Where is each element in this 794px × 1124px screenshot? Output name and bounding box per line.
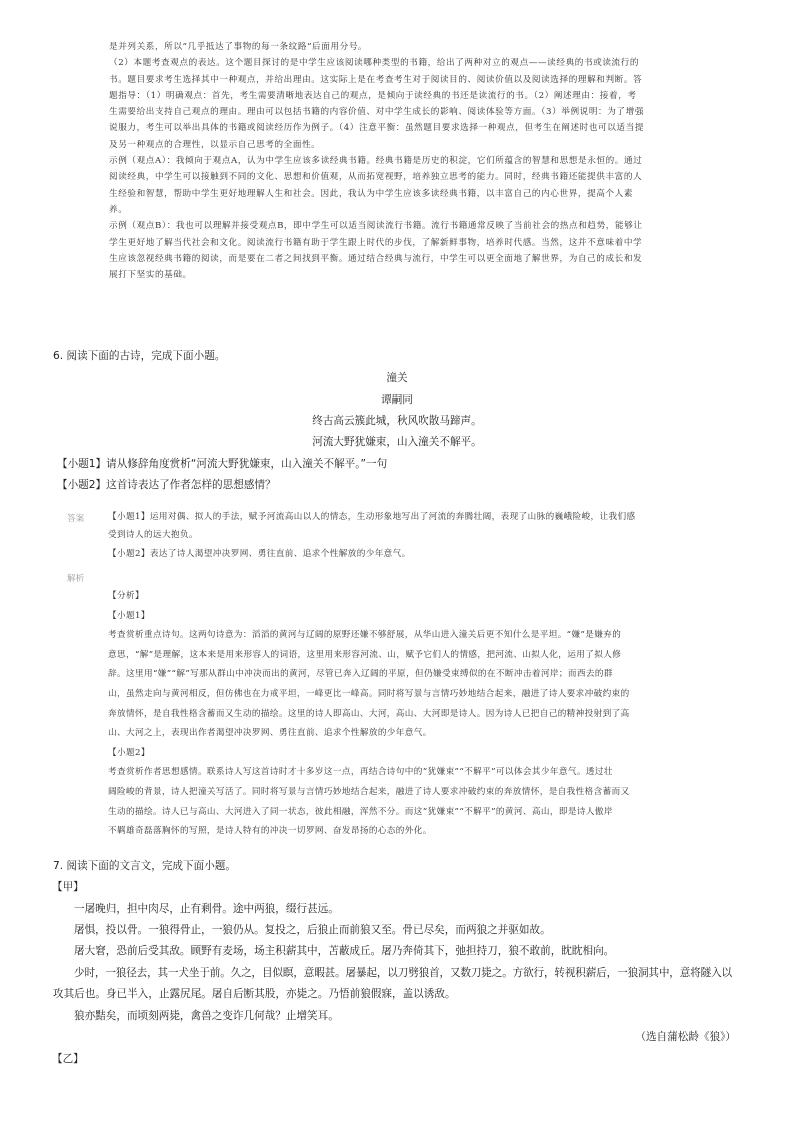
analysis-line: 山、大河之上，表现出作者渴望冲决罗网、勇往直前、追求个性解放的少年意气。 bbox=[108, 728, 432, 739]
text-line: 说服力，考生可以举出具体的书籍或阅读经历作为例子。（4）注意平衡：虽然题目要求选择一种观点，但考生在阐述时也可以适当提 bbox=[109, 123, 645, 134]
text-line: 阅读经典，中学生可以接触到不同的文化、思想和价值观，从而拓宽视野，培养独立思考的能力。同时，经典书籍还能提供丰富的人 bbox=[109, 172, 643, 183]
analysis-line: 考查赏析重点诗句。这两句诗意为：滔滔的黄河与辽阔的原野还嫌不够舒展，从华山进入潼关后更不知什么是平坦。“嫌”是嫌弃的 bbox=[108, 630, 622, 641]
answer-line: 【小题1】运用对偶、拟人的手法，赋予河流高山以人的情态，生动形象地写出了河流的奔腾壮阔，表现了山脉的巍峨险峻，让我们感 bbox=[108, 512, 636, 522]
question-7-title: 7. 阅读下面的文言文，完成下面小题。 bbox=[53, 860, 236, 872]
text-line: 书。题目要求考生选择其中一种观点，并给出理由。这实际上是在考查考生对于阅读目的、阅读价值以及阅读选择的理解和判断。答 bbox=[109, 74, 643, 85]
analysis-line: 【分析】 bbox=[108, 591, 144, 601]
analysis-line: 阔险峻的背景，诗人把潼关写活了。同时将写景与言情巧妙地结合起来，融进了诗人要求冲破约束的奔放情怀，是自我性格含蓄而又 bbox=[108, 786, 630, 797]
analysis-line: 辞。这里用“嫌”“解”写那从群山中冲决而出的黄河，尽管已奔入辽阔的平原，但仍嫌受束缚似的在不断冲击着河岸；而西去的群 bbox=[108, 669, 613, 680]
text-line: 是并列关系，所以“几乎抵达了事物的每一条纹路”后面用分号。 bbox=[109, 42, 368, 52]
analysis-label: 解析 bbox=[67, 574, 85, 584]
text-line: 及另一种观点的合理性，以显示自己思考的全面性。 bbox=[109, 139, 321, 150]
analysis-line: 山，虽然走向与黄河相反，但仿佛也在力戒平坦，一峰更比一峰高。同时将写景与言情巧妙地结合起来，融进了诗人要求冲破约束的 bbox=[108, 688, 630, 699]
text-line: 题指导：（1）明确观点：首先，考生需要清晰地表达自己的观点，是倾向于读经典的书还是读流行的书。（2）阐述理由：接着，考 bbox=[109, 90, 637, 101]
answer-line: 【小题2】表达了诗人渴望冲决罗网、勇往直前、追求个性解放的少年意气。 bbox=[108, 548, 411, 559]
classical-paragraph: 一屠晚归，担中肉尽，止有剩骨。途中两狼，缀行甚远。 bbox=[74, 903, 339, 915]
analysis-line: 【小题1】 bbox=[108, 610, 150, 621]
text-line: 生应该忽视经典书籍的阅读，而是要在二者之间找到平衡。通过结合经典与流行，中学生可以更全面地了解世界，为自己的成长和发 bbox=[109, 253, 643, 264]
poem-author: 谭嗣同 bbox=[381, 394, 413, 406]
analysis-line: 考查赏析作者思想感情。联系诗人写这首诗时才十多岁这一点，再结合诗句中的“犹嫌束”“不解平”可以体会其少年意气。透过壮 bbox=[108, 767, 613, 778]
analysis-line: 不羁雄奇磊落胸怀的写照，是诗人特有的冲决一切罗网、奋发昂扬的心态的外化。 bbox=[108, 826, 432, 837]
answer-label: 答案 bbox=[67, 514, 85, 524]
text-line: 生需要给出支持自己观点的理由。理由可以包括书籍的内容价值、对中学生成长的影响、阅读体验等方面。（3）举例说明：为了增强 bbox=[109, 107, 645, 118]
analysis-line: 意思，“解”是理解，这本来是用来形容人的词语，这里用来形容河流、山，赋予它们人的情感，把河流、山拟人化，运用了拟人修 bbox=[108, 649, 622, 660]
essay-answer-block bbox=[109, 39, 737, 283]
text-line: 学生更好地了解当代社会和文化。阅读流行书籍有助于学生跟上时代的步伐，了解新鲜事物，培养时代感。当然，这并不意味着中学 bbox=[109, 237, 643, 248]
classical-paragraph: 屠大窘，恐前后受其敌。顾野有麦场，场主积薪其中，苫蔽成丘。屠乃奔倚其下，弛担持刀，狼不敢前，眈眈相向。 bbox=[74, 945, 615, 957]
text-line: 示例（观点A）：我倾向于观点A，认为中学生应该多读经典书籍。经典书籍是历史的积淀，它们所蕴含的智慧和思想是永恒的。通过 bbox=[109, 156, 643, 167]
text-line: 生经验和智慧，帮助中学生更好地理解人生和社会。因此，我认为中学生应该多读经典书籍，以丰富自己的内心世界，提高个人素 bbox=[109, 188, 634, 199]
source-citation: （选自蒲松龄《狼》） bbox=[635, 1031, 736, 1043]
classical-paragraph-cont: 攻其后也。身已半入，止露尻尾。屠自后断其股，亦毙之。乃悟前狼假寐，盖以诱敌。 bbox=[53, 988, 456, 1000]
classical-paragraph: 狼亦黠矣，而顷刻两毙，禽兽之变诈几何哉？止增笑耳。 bbox=[74, 1010, 339, 1022]
section-jia-label: 【甲】 bbox=[52, 881, 84, 893]
text-line: 示例（观点B）：我也可以理解并接受观点B，即中学生可以适当阅读流行书籍。流行书籍通常反映了当前社会的热点和趋势，能够让 bbox=[109, 221, 643, 232]
analysis-line: 生动的描绘。诗人已与高山、大河进入了同一状态，彼此相融，浑然不分。而这“犹嫌束”“不解平”的黄河、高山，即是诗人傲岸 bbox=[108, 806, 613, 817]
answer-line: 受到诗人的远大抱负。 bbox=[108, 530, 198, 541]
text-line: （2）本题考查观点的表达。这个题目探讨的是中学生应该阅读哪种类型的书籍，给出了两种对立的观点——读经典的书或读流行的 bbox=[109, 58, 640, 69]
text-line: 展打下坚实的基础。 bbox=[109, 270, 192, 281]
answer-block bbox=[108, 508, 748, 563]
analysis-block bbox=[108, 587, 748, 842]
poem-line: 河流大野犹嫌束，山入潼关不解平。 bbox=[312, 436, 482, 448]
analysis-line: 【小题2】 bbox=[108, 747, 150, 758]
question-6-title: 6. 阅读下面的古诗，完成下面小题。 bbox=[53, 350, 226, 362]
poem-line: 终古高云簇此城，秋风吹散马蹄声。 bbox=[312, 415, 482, 427]
classical-paragraph: 少时，一狼径去，其一犬坐于前。久之，目似瞑，意暇甚。屠暴起，以刀劈狼首，又数刀毙之。方欲行，转视积薪后，一狼洞其中，意将隧入以 bbox=[74, 967, 732, 979]
analysis-line: 奔放情怀，是自我性格含蓄而又生动的描绘。这里的诗人即高山、大河，高山、大河即是诗人。因为诗人已把自己的精神投射到了高 bbox=[108, 708, 630, 719]
poem-title: 潼关 bbox=[386, 372, 408, 384]
sub-question-1: 【小题1】请从修辞角度赏析“河流大野犹嫌束，山入潼关不解平。”一句 bbox=[57, 458, 388, 470]
section-yi-label: 【乙】 bbox=[52, 1053, 84, 1065]
sub-question-2: 【小题2】这首诗表达了作者怎样的思想感情？ bbox=[57, 479, 276, 491]
classical-paragraph: 屠惧，投以骨。一狼得骨止，一狼仍从。复投之，后狼止而前狼又至。骨已尽矣，而两狼之并驱如故。 bbox=[74, 924, 551, 936]
text-line: 养。 bbox=[109, 204, 128, 215]
